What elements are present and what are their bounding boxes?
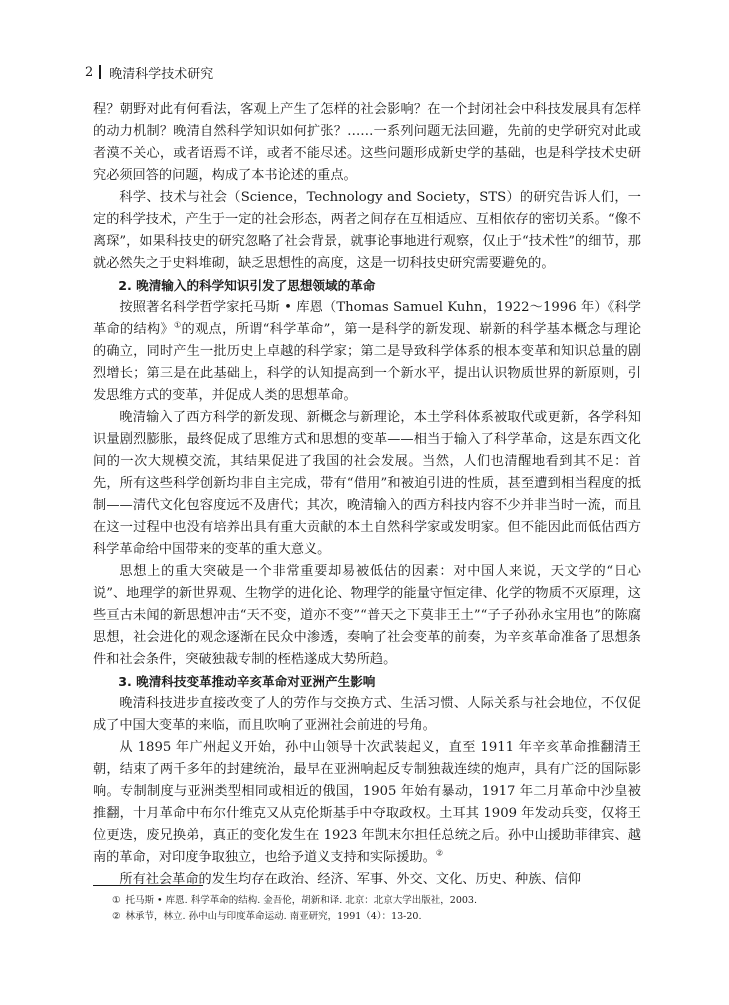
footnote-rule <box>93 885 203 886</box>
footnote-mark: ① <box>112 895 121 906</box>
footnote-ref-2[interactable]: ② <box>435 848 444 858</box>
paragraph: 所有社会革命的发生均存在政治、经济、军事、外交、文化、历史、种族、信仰 <box>119 872 581 887</box>
paragraph-text: 从 1895 年广州起义开始，孙中山领导十次武装起义，直至 1911 年辛亥革命推翻清王朝，结束了两千多年的封建统治，最早在亚洲响起反专制独裁连续的炮声，具有广泛的国际影响。专制制度与亚洲类型相同或相近的俄国，1905 年始有暴动，1917 年二月革命中沙皇被推翻，十月革命中布尔什维克又从克伦斯基手中夺取政权。土耳其 1909 年发动兵变，仅将王位更迭，废兄换弟，真正的变化发生在 1923 年凯末尔担任总统之后。孙中山援助菲律宾、越南的革命，对印度争取独立，也给予道义支持和实际援助。 <box>93 740 641 865</box>
paragraph-sun <box>93 737 641 869</box>
footnote-text: 林承节，林立. 孙中山与印度革命运动. 南亚研究，1991（4）：13-20. <box>125 911 422 922</box>
paragraph: 思想上的重大突破是一个非常重要却易被低估的因素：对中国人来说，天文学的“日心说”、地理学的新世界观、生物学的进化论、物理学的能量守恒定律、化学的物质不灭原理，这些亘古未闻的新思想冲击“天不变，道亦不变”“普天之下莫非王土”“子子孙孙永宝用也”的陈腐思想，社会进化的观念逐渐在民众中渗透，奏响了社会变革的前奏，为辛亥革命准备了思想条件和社会条件，突破独裁专制的桎梏遂成大势所趋。 <box>93 564 641 667</box>
paragraph-text: 按照著名科学哲学家托马斯 • 库恩（Thomas Samuel Kuhn，1922～1996 年）《科学革命的结构》 <box>93 300 641 337</box>
section-heading-2: 2. 晚清输入的科学知识引发了思想领域的革命 <box>118 278 376 293</box>
footnote-1 <box>112 893 642 909</box>
paragraph-kuhn <box>93 297 641 407</box>
footnote-2 <box>112 909 642 925</box>
paragraph-continued: 程？朝野对此有何看法，客观上产生了怎样的社会影响？在一个封闭社会中科技发展具有怎样的动力机制？晚清自然科学知识如何扩张？……一系列问题无法回避，先前的史学研究对此或者漠不关心，或者语焉不详，或者不能尽述。这些问题形成新史学的基础，也是科学技术史研究必须回答的问题，构成了本书论述的重点。 <box>93 102 641 183</box>
paragraph: 晚清输入了西方科学的新发现、新概念与新理论，本土学科体系被取代或更新，各学科知识量剧烈膨胀，最终促成了思维方式和思想的变革——相当于输入了科学革命，这是东西文化间的一次大规模交流，其结果促进了我国的社会发展。当然，人们也清醒地看到其不足：首先，所有这些科学创新均非自主完成，带有“借用”和被迫引进的性质，甚至遭到相当程度的抵制——清代文化包容度远不及唐代；其次，晚清输入的西方科技内容不少并非当时一流，而且在这一过程中也没有培养出具有重大贡献的本土自然科学家或发明家。但不能因此而低估西方科学革命给中国带来的变革的重大意义。 <box>93 410 641 557</box>
section-heading-3: 3. 晚清科技变革推动辛亥革命对亚洲产生影响 <box>118 674 376 689</box>
footnote-ref-1[interactable]: ① <box>174 320 182 330</box>
footnote-mark: ② <box>112 911 121 922</box>
body-text <box>93 99 641 891</box>
footnotes <box>112 893 642 925</box>
paragraph: 科学、技术与社会（Science，Technology and Society，STS）的研究告诉人们，一定的科学技术，产生于一定的社会形态，两者之间存在互相适应、互相依存的密切关系。“像不离琛”，如果科技史的研究忽略了社会背景，就事论事地进行观察，仅止于“技术性”的细节，那就必然失之于史料堆砌，缺乏思想性的高度，这是一切科技史研究需要避免的。 <box>93 190 641 271</box>
paragraph-text-cont: 的观点，所谓“科学革命”，第一是科学的新发现、崭新的科学基本概念与理论的确立，同时产生一批历史上卓越的科学家；第二是导致科学体系的根本变革和知识总量的剧烈增长；第三是在此基础上，科学的认知提高到一个新水平，提出认识物质世界的新原则，引发思维方式的变革，并促成人类的思想革命。 <box>93 322 642 403</box>
running-title: 晚清科学技术研究 <box>109 66 214 82</box>
page-number: 2 <box>85 64 94 80</box>
footnote-text: 托马斯 • 库恩. 科学革命的结构. 金吾伦，胡新和译. 北京：北京大学出版社，2003. <box>125 895 477 906</box>
header-divider <box>99 65 101 79</box>
running-header <box>85 60 645 84</box>
paragraph: 晚清科技进步直接改变了人的劳作与交换方式、生活习惯、人际关系与社会地位，不仅促成了中国大变革的来临，而且吹响了亚洲社会前进的号角。 <box>93 696 641 733</box>
